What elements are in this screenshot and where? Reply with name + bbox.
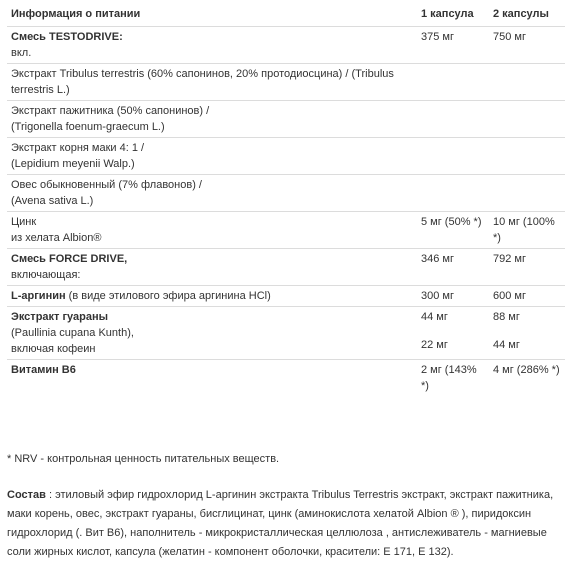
nutrient-subtitle: (Lepidium meyenii Walp.) <box>11 158 135 170</box>
nutrient-name: Экстракт корня маки 4: 1 / <box>11 142 145 154</box>
nutrient-value: 2 мг (143% *) <box>421 364 477 392</box>
nutrient-value: 792 мг <box>493 253 526 265</box>
value-1-capsule <box>417 175 489 212</box>
table-title: Информация о питании <box>11 8 141 20</box>
nutrient-subtitle: (Avena sativa L.) <box>11 195 94 207</box>
table-row <box>7 360 565 397</box>
nutrient-name: Цинк <box>11 216 37 228</box>
nutrient-value: 44 мг <box>421 311 448 323</box>
nutrient-value: 10 мг (100% *) <box>493 216 555 244</box>
nutrient-name: Экстракт пажитника (50% сапонинов) / <box>11 105 210 117</box>
value-1-capsule <box>417 27 489 64</box>
value-2-capsules <box>489 249 565 286</box>
nutrient-name: L-аргинин <box>11 290 66 302</box>
table-row <box>7 286 565 307</box>
nutrient-name: Экстракт гуараны <box>11 311 109 323</box>
value-2-capsules <box>489 286 565 307</box>
table-body <box>7 27 565 397</box>
value-2-capsules <box>489 360 565 397</box>
value-2-capsules <box>489 138 565 175</box>
value-2-capsules <box>489 64 565 101</box>
nutrient-name-cell <box>7 138 417 175</box>
table-row <box>7 175 565 212</box>
nutrient-name: Смесь TESTODRIVE: <box>11 31 123 43</box>
value-1-capsule <box>417 64 489 101</box>
table-row <box>7 64 565 101</box>
composition-paragraph <box>7 486 565 562</box>
value-1-capsule <box>417 307 489 360</box>
nutrition-table <box>7 4 565 396</box>
nutrient-name-cell <box>7 249 417 286</box>
nutrient-name-cell <box>7 27 417 64</box>
nutrient-value: 88 мг <box>493 311 520 323</box>
nutrient-value: 600 мг <box>493 290 526 302</box>
nutrient-name-cell <box>7 307 417 360</box>
nutrient-name: Экстракт Tribulus terrestris (60% сапонинов, 20% протодиосцина) / (Tribulus terrestris L.) <box>11 68 394 96</box>
nutrient-name: Смесь FORCE DRIVE, <box>11 253 128 265</box>
table-header-row <box>7 4 565 27</box>
value-1-capsule <box>417 101 489 138</box>
composition-label: Состав <box>7 489 46 501</box>
nutrient-name-cell <box>7 360 417 397</box>
nutrient-value: 346 мг <box>421 253 454 265</box>
table-row <box>7 27 565 64</box>
nutrient-subtitle: (Paullinia cupana Kunth), <box>11 327 134 339</box>
nrv-footnote: * NRV - контрольная ценность питательных веществ. <box>7 453 280 465</box>
value-1-capsule <box>417 286 489 307</box>
nutrient-subtitle: (Trigonella foenum-graecum L.) <box>11 121 165 133</box>
value-1-capsule <box>417 249 489 286</box>
composition-text: : этиловый эфир гидрохлорид L-аргинин экстракта Tribulus Terrestris экстракт, экстракт пажитника, маки корень, овес, экстракт гуараны, бисглицинат, цинк (аминокислота хелатой Albion ® ), пиридоксин гидрохлорид (. Вит B6), наполнитель - микрокристаллическая целлюлоза , антислеживатель - магниевые соли жирных кислот, капсула (желатин - компонент оболочки, красители: E 171, E 132). <box>7 489 554 558</box>
nutrient-subtitle: вкл. <box>11 47 32 59</box>
value-1-capsule <box>417 212 489 249</box>
nutrient-name: Витамин B6 <box>11 364 76 376</box>
nutrient-subtitle: включающая: <box>11 269 81 281</box>
nutrient-name-cell <box>7 64 417 101</box>
nutrient-value: 4 мг (286% *) <box>493 364 560 376</box>
value-2-capsules <box>489 175 565 212</box>
column-header-1-capsule: 1 капсула <box>421 8 474 20</box>
value-1-capsule <box>417 138 489 175</box>
table-row <box>7 138 565 175</box>
nutrient-name-cell <box>7 175 417 212</box>
nutrient-value: 5 мг (50% *) <box>421 216 482 228</box>
value-2-capsules <box>489 101 565 138</box>
table-row <box>7 249 565 286</box>
nutrient-value: 22 мг <box>421 339 448 351</box>
nutrient-value: 44 мг <box>493 339 520 351</box>
value-2-capsules <box>489 307 565 360</box>
nutrient-name: Овес обыкновенный (7% флавонов) / <box>11 179 202 191</box>
table-row <box>7 101 565 138</box>
nutrient-name-detail: (в виде этилового эфира аргинина HCl) <box>65 290 271 302</box>
nutrient-value: 300 мг <box>421 290 454 302</box>
value-2-capsules <box>489 27 565 64</box>
nutrient-name-cell <box>7 212 417 249</box>
value-2-capsules <box>489 212 565 249</box>
column-header-2-capsules: 2 капсулы <box>493 8 549 20</box>
table-row <box>7 212 565 249</box>
nutrient-subtitle: включая кофеин <box>11 343 96 355</box>
nutrient-value: 375 мг <box>421 31 454 43</box>
table-row <box>7 307 565 360</box>
value-1-capsule <box>417 360 489 397</box>
nutrient-name-cell <box>7 286 417 307</box>
nutrient-value: 750 мг <box>493 31 526 43</box>
nutrient-name-cell <box>7 101 417 138</box>
nutrient-subtitle: из хелата Albion® <box>11 232 102 244</box>
